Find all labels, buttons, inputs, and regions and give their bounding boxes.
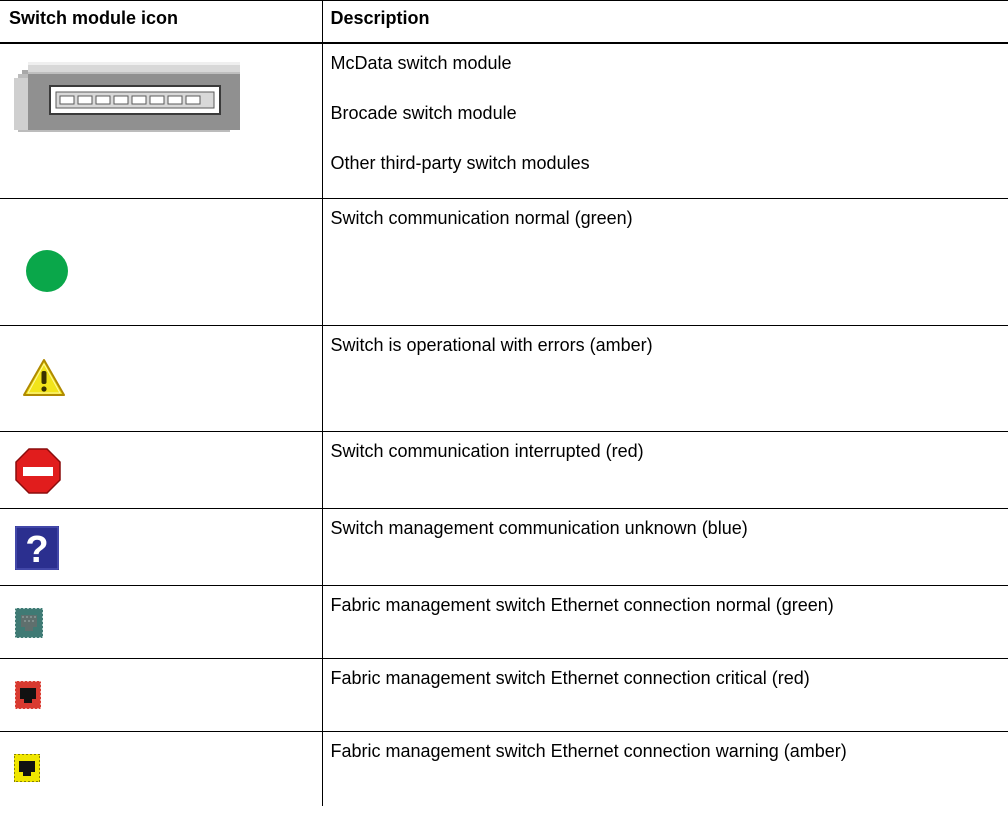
row-description-line: McData switch module	[330, 52, 512, 73]
row-description-line: Fabric management switch Ethernet connection critical (red)	[330, 668, 810, 688]
table-row	[0, 326, 1008, 432]
table-row	[0, 509, 1008, 586]
row-description-line: Other third-party switch modules	[330, 152, 590, 173]
table-row	[0, 659, 1008, 732]
row-description-line: Switch communication normal (green)	[330, 208, 633, 228]
row-description-line: Fabric management switch Ethernet connection normal (green)	[330, 595, 834, 615]
table-header-row	[0, 1, 1008, 43]
red-stop-icon	[15, 448, 61, 494]
header-description: Description	[330, 8, 430, 28]
table-row	[0, 432, 1008, 509]
svg-text:?: ?	[25, 529, 49, 570]
row-description-line: Switch is operational with errors (amber)	[330, 335, 653, 355]
table-row	[0, 586, 1008, 659]
row-description-line: Fabric management switch Ethernet connection warning (amber)	[330, 741, 847, 761]
table-row	[0, 199, 1008, 326]
row-description-line: Switch communication interrupted (red)	[330, 441, 644, 461]
header-switch-module-icon: Switch module icon	[0, 1, 322, 43]
green-circle-icon	[25, 249, 69, 293]
amber-warning-triangle-icon	[22, 358, 66, 398]
switch-module-icon	[14, 60, 242, 132]
row-description-line: Brocade switch module	[330, 102, 517, 123]
table-row	[0, 732, 1008, 806]
blue-question-icon	[15, 526, 59, 570]
row-description-line: Switch management communication unknown (blue)	[330, 518, 748, 538]
table-row	[0, 43, 1008, 199]
ethernet-port-red-icon	[15, 681, 41, 709]
ethernet-port-amber-icon	[14, 754, 40, 782]
ethernet-port-green-icon	[15, 608, 43, 638]
